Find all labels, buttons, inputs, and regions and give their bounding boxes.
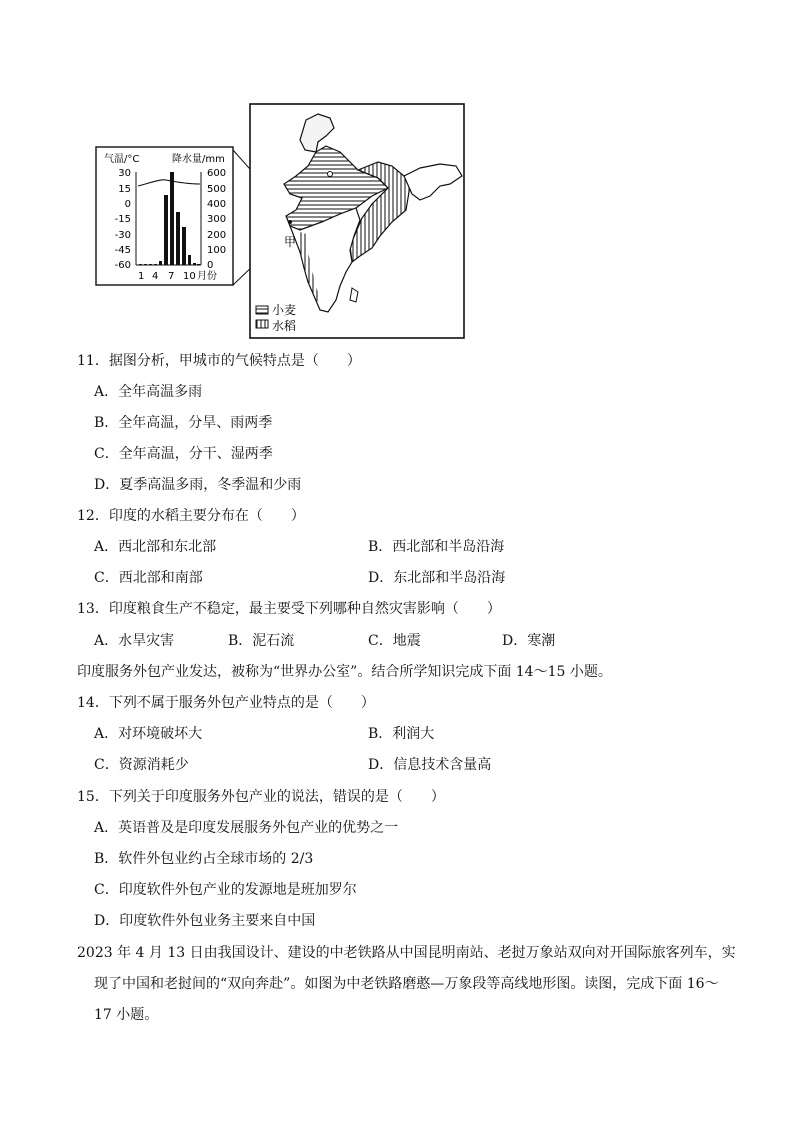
left-tick: -30	[114, 230, 131, 241]
city-label: 甲	[284, 235, 297, 249]
passage-16-17-line-1: 2023 年 4 月 13 日由我国设计、建设的中老铁路从中国昆明南站、老挝万象站双向对开国际旅客列车，实	[77, 945, 736, 961]
precip-bar	[154, 264, 157, 265]
month-tick: 月份	[197, 271, 217, 282]
right-tick: 0	[207, 260, 214, 271]
precip-bar	[159, 261, 162, 265]
question-14-option-b[interactable]: B．利润大	[368, 726, 435, 742]
question-11-option-a[interactable]: A．全年高温多雨	[94, 384, 203, 400]
question-12-stem: 12．印度的水稻主要分布在（ ）	[77, 508, 305, 524]
right-tick: 400	[207, 199, 227, 210]
passage-16-17-line-2: 现了中国和老挝间的“双向奔赴”。如图为中老铁路磨憨—万象段等高线地形图。读图，完成下面 16～	[94, 976, 719, 992]
right-tick: 100	[207, 245, 227, 256]
left-tick: 15	[118, 184, 131, 195]
question-11-option-c[interactable]: C．全年高温，分干、湿两季	[94, 446, 273, 462]
legend-wheat-label: 小麦	[272, 303, 297, 317]
question-15-stem: 15．下列关于印度服务外包产业的说法，错误的是（ ）	[77, 789, 445, 805]
question-11-stem: 11．据图分析，甲城市的气候特点是（ ）	[77, 353, 361, 369]
precip-bar	[149, 264, 152, 265]
right-tick: 300	[207, 214, 227, 225]
question-12-option-b[interactable]: B．西北部和半岛沿海	[368, 539, 505, 555]
question-12-option-d[interactable]: D．东北部和半岛沿海	[368, 570, 506, 586]
passage-16-17-line-3: 17 小题。	[94, 1007, 159, 1023]
precip-bar	[144, 264, 147, 265]
month-tick: 10	[183, 271, 196, 282]
precip-bar	[176, 212, 180, 265]
question-15-option-b[interactable]: B．软件外包业约占全球市场的 2/3	[94, 851, 314, 867]
capital-marker	[328, 172, 333, 177]
question-14-option-a[interactable]: A．对环境破坏大	[94, 726, 203, 742]
precip-bar	[139, 264, 142, 265]
passage-14-15: 印度服务外包产业发达，被称为“世界办公室”。结合所学知识完成下面 14～15 小题。	[77, 664, 612, 680]
temp-axis-label: 气温/°C	[104, 154, 140, 165]
question-13-option-d[interactable]: D．寒潮	[502, 633, 556, 649]
question-11-option-b[interactable]: B．全年高温，分旱、雨两季	[94, 415, 273, 431]
month-tick: 7	[168, 271, 175, 282]
question-15-option-c[interactable]: C．印度软件外包产业的发源地是班加罗尔	[94, 882, 357, 898]
month-tick: 1	[138, 271, 145, 282]
precip-bar	[188, 255, 191, 265]
precip-bar	[170, 172, 174, 265]
precip-axis-label: 降水量/mm	[172, 154, 225, 165]
question-14-option-d[interactable]: D．信息技术含量高	[368, 757, 492, 773]
left-tick: -45	[114, 245, 131, 256]
legend-wheat-swatch	[256, 306, 268, 314]
right-tick: 600	[207, 168, 227, 179]
month-tick: 4	[152, 271, 159, 282]
question-12-option-c[interactable]: C．西北部和南部	[94, 570, 203, 586]
left-tick: -60	[114, 260, 131, 271]
question-13-option-b[interactable]: B．泥石流	[228, 633, 295, 649]
question-14-option-c[interactable]: C．资源消耗少	[94, 757, 189, 773]
precip-bar	[182, 227, 186, 265]
legend-rice-label: 水稻	[272, 319, 297, 333]
question-13-option-a[interactable]: A．水旱灾害	[94, 633, 175, 649]
precip-bar	[193, 263, 196, 265]
left-tick: 30	[118, 168, 131, 179]
question-14-stem: 14．下列不属于服务外包产业特点的是（ ）	[77, 695, 375, 711]
question-11-option-d[interactable]: D．夏季高温多雨，冬季温和少雨	[94, 477, 302, 493]
question-15-option-d[interactable]: D．印度软件外包业务主要来自中国	[94, 913, 316, 929]
question-13-stem: 13．印度粮食生产不稳定，最主要受下列哪种自然灾害影响（ ）	[77, 601, 501, 617]
question-13-option-c[interactable]: C．地震	[368, 633, 421, 649]
right-tick: 200	[207, 230, 227, 241]
left-tick: 0	[124, 199, 131, 210]
city-marker	[288, 220, 292, 224]
precip-bar	[197, 264, 200, 265]
question-15-option-a[interactable]: A．英语普及是印度发展服务外包产业的优势之一	[94, 820, 399, 836]
precip-bar	[164, 195, 168, 265]
question-12-option-a[interactable]: A．西北部和东北部	[94, 539, 217, 555]
right-tick: 500	[207, 184, 227, 195]
left-tick: -15	[114, 214, 131, 225]
legend-rice-swatch	[256, 320, 268, 328]
figure-climate-and-map	[0, 0, 794, 345]
